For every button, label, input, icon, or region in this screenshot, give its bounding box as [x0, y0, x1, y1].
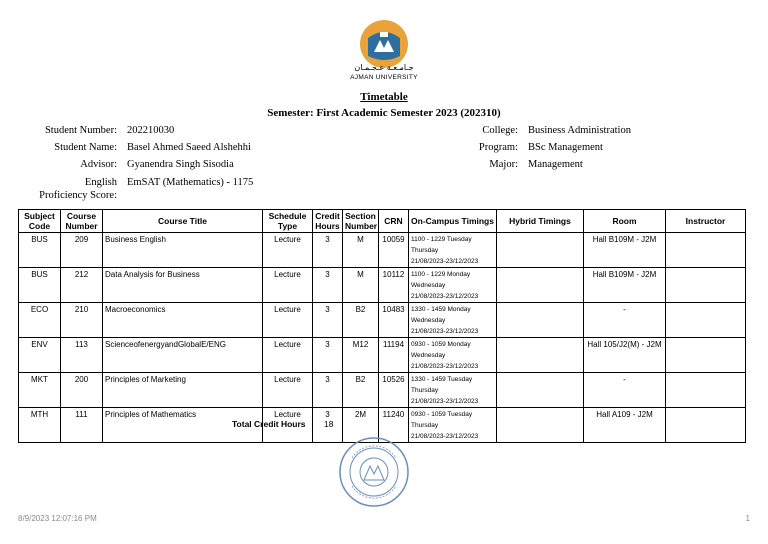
section-number-cell: M [343, 233, 379, 268]
university-name-arabic: جـامـعـة عـجـمـان [354, 63, 414, 72]
course-title-cell: Business English [103, 233, 263, 268]
instructor-cell [666, 233, 746, 268]
crn-cell: 10526 [379, 373, 409, 408]
major-value: Management [528, 159, 583, 170]
subject-code-cell: MKT [19, 373, 61, 408]
instructor-cell [666, 303, 746, 338]
section-number-cell: M12 [343, 338, 379, 373]
header-credit-hours: Credit Hours [313, 210, 343, 233]
english-score-value: EmSAT (Mathematics) - 1175 [127, 177, 254, 188]
header-room: Room [584, 210, 666, 233]
table-row [19, 303, 746, 338]
credit-hours-cell: 3 [313, 233, 343, 268]
proficiency-score-label: Proficiency Score: [39, 190, 117, 201]
crn-cell: 10059 [379, 233, 409, 268]
student-name-label: Student Name: [54, 142, 117, 153]
course-title-cell: Principles of Marketing [103, 373, 263, 408]
timetable-table [18, 209, 746, 443]
credit-hours-cell: 3 [313, 268, 343, 303]
timing-line-1: 0930 - 1059 Tuesday [411, 411, 473, 418]
section-number-cell: B2 [343, 373, 379, 408]
major-label: Major: [489, 159, 518, 170]
university-name-english: AJMAN UNIVERSITY [350, 74, 418, 81]
course-number-cell: 212 [61, 268, 103, 303]
on-campus-timings-cell [409, 268, 497, 303]
subject-code-cell: MTH [19, 408, 61, 443]
header-course-number: Course Number [61, 210, 103, 233]
course-number-cell: 113 [61, 338, 103, 373]
hybrid-timings-cell [497, 268, 584, 303]
college-value: Business Administration [528, 125, 631, 136]
course-title-cell: Data Analysis for Business [103, 268, 263, 303]
program-value: BSc Management [528, 142, 603, 153]
crn-cell: 11240 [379, 408, 409, 443]
header-on-campus-timings: On-Campus Timings [409, 210, 497, 233]
hybrid-timings-cell [497, 338, 584, 373]
subject-code-cell: ECO [19, 303, 61, 338]
hybrid-timings-cell [497, 233, 584, 268]
student-number-label: Student Number: [44, 125, 117, 136]
page-title: Timetable [360, 91, 408, 103]
crn-cell: 10483 [379, 303, 409, 338]
timing-line-1: 1330 - 1459 Monday [411, 306, 471, 313]
timing-line-2: Wednesday [411, 317, 446, 324]
schedule-type-cell: Lecture [263, 338, 313, 373]
timing-line-3: 21/08/2023-23/12/2023 [411, 363, 479, 370]
english-label: English [84, 177, 117, 188]
room-cell: - [584, 373, 666, 408]
total-credit-hours-label: Total Credit Hours [232, 419, 306, 429]
course-title-cell: Macroeconomics [103, 303, 263, 338]
hybrid-timings-cell [497, 408, 584, 443]
subject-code-cell: BUS [19, 268, 61, 303]
student-name-value: Basel Ahmed Saeed Alshehhi [127, 142, 251, 153]
table-row [19, 338, 746, 373]
room-cell: Hall 105/J2(M) - J2M [584, 338, 666, 373]
hybrid-timings-cell [497, 303, 584, 338]
semester-heading: Semester: First Academic Semester 2023 (202310) [267, 107, 501, 119]
header-instructor: Instructor [666, 210, 746, 233]
timing-line-2: Wednesday [411, 282, 446, 289]
instructor-cell [666, 338, 746, 373]
timing-line-1: 1330 - 1459 Tuesday [411, 376, 473, 383]
schedule-type-cell: Lecture [263, 268, 313, 303]
header-crn: CRN [379, 210, 409, 233]
room-cell: Hall B109M - J2M [584, 233, 666, 268]
credit-hours-cell: 3 [313, 373, 343, 408]
instructor-cell [666, 373, 746, 408]
section-number-cell: M [343, 268, 379, 303]
section-number-cell: 2M [343, 408, 379, 443]
timing-line-3: 21/08/2023-23/12/2023 [411, 398, 479, 405]
course-number-cell: 200 [61, 373, 103, 408]
crn-cell: 11194 [379, 338, 409, 373]
table-row [19, 233, 746, 268]
timing-line-2: Thursday [411, 247, 439, 254]
university-seal [338, 436, 410, 508]
timing-line-1: 1100 - 1229 Tuesday [411, 236, 472, 243]
table-row [19, 373, 746, 408]
total-credit-hours-value: 18 [324, 419, 334, 429]
timing-line-2: Thursday [411, 422, 439, 429]
subject-code-cell: ENV [19, 338, 61, 373]
room-cell: Hall A109 - J2M [584, 408, 666, 443]
timing-line-2: Thursday [411, 387, 439, 394]
timing-line-3: 21/08/2023-23/12/2023 [411, 433, 479, 440]
course-number-cell: 210 [61, 303, 103, 338]
instructor-cell [666, 268, 746, 303]
schedule-type-cell: Lecture [263, 233, 313, 268]
credit-hours-cell: 3 [313, 338, 343, 373]
on-campus-timings-cell [409, 408, 497, 443]
course-title-cell: ScienceofenergyandGlobalE/ENG [103, 338, 263, 373]
header-section-number: Section Number [343, 210, 379, 233]
timing-line-1: 0930 - 1059 Monday [411, 341, 471, 348]
print-timestamp: 8/9/2023 12:07:16 PM [18, 514, 97, 523]
schedule-type-cell: Lecture [263, 408, 313, 443]
header-subject-code: Subject Code [19, 210, 61, 233]
on-campus-timings-cell [409, 233, 497, 268]
page-number: 1 [745, 514, 750, 523]
course-number-cell: 111 [61, 408, 103, 443]
crn-cell: 10112 [379, 268, 409, 303]
room-cell: - [584, 303, 666, 338]
timing-line-2: Wednesday [411, 352, 446, 359]
credit-hours-cell: 3 [313, 408, 343, 443]
hybrid-timings-cell [497, 373, 584, 408]
college-label: College: [482, 125, 518, 136]
room-cell: Hall B109M - J2M [584, 268, 666, 303]
on-campus-timings-cell [409, 338, 497, 373]
timing-line-1: 1100 - 1229 Monday [411, 271, 471, 278]
header-schedule-type: Schedule Type [263, 210, 313, 233]
on-campus-timings-cell [409, 373, 497, 408]
advisor-value: Gyanendra Singh Sisodia [127, 159, 234, 170]
schedule-type-cell: Lecture [263, 303, 313, 338]
advisor-label: Advisor: [80, 159, 117, 170]
credit-hours-cell: 3 [313, 303, 343, 338]
section-number-cell: B2 [343, 303, 379, 338]
timing-line-3: 21/08/2023-23/12/2023 [411, 258, 479, 265]
program-label: Program: [478, 142, 518, 153]
instructor-cell [666, 408, 746, 443]
on-campus-timings-cell [409, 303, 497, 338]
timing-line-3: 21/08/2023-23/12/2023 [411, 293, 479, 300]
course-number-cell: 209 [61, 233, 103, 268]
schedule-type-cell: Lecture [263, 373, 313, 408]
subject-code-cell: BUS [19, 233, 61, 268]
student-number-value: 202210030 [127, 125, 175, 136]
timing-line-3: 21/08/2023-23/12/2023 [411, 328, 479, 335]
table-row [19, 268, 746, 303]
header-hybrid-timings: Hybrid Timings [497, 210, 584, 233]
table-header-row [19, 210, 746, 233]
header-course-title: Course Title [103, 210, 263, 233]
course-title-cell: Principles of Mathematics [103, 408, 263, 443]
